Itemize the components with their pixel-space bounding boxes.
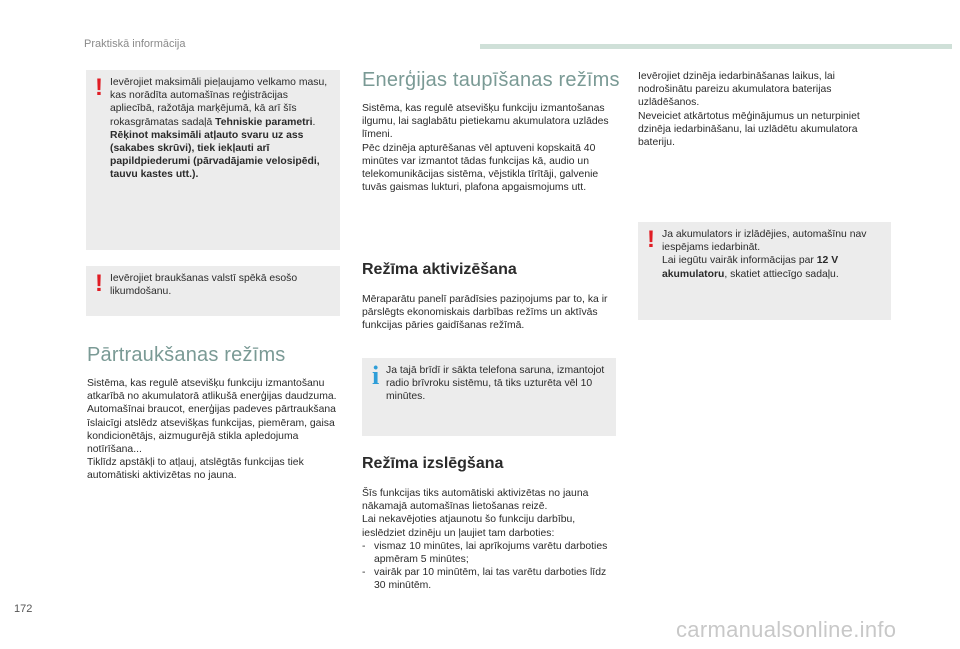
- warning-text: Ievērojiet maksimāli pieļaujamo velkamo masu, kas norādīta automašīnas reģistrācijas apliecībā, ražotāja marķējumā, kā arī šīs rokasgrāmatas sadaļā Tehniskie parametri. Rēķinot maksimāli atļauto svaru uz ass (sakabes skrūvi), tiek iekļauti arī papildpiederumi (pārvadājamie velosipēdi, tauvu kastes utt.).: [110, 77, 328, 181]
- heading-energy-saving-mode: Enerģijas taupīšanas režīms: [362, 69, 620, 91]
- warning-icon: !: [95, 74, 103, 101]
- list-item: - vismaz 10 minūtes, lai aprīkojums varētu darboties apmēram 5 minūtes;: [362, 540, 608, 566]
- energy-saving-text: Sistēma, kas regulē atsevišķu funkciju izmantošanas ilgumu, lai saglabātu pietiekamu akumulatora uzlādes līmeni. Pēc dzinēja apturēšanas vēl aptuveni kopskaitā 40 minūtes var izmantot tādas funkcijas kā, audio un telekomunikācijas sistēma, vējstikla tīrītāji, galvenie tuvās gaismas lukturi, plafona apgaismojums utt.: [362, 103, 609, 194]
- warning-text: Ja akumulators ir izlādējies, automašīnu nav iespējams iedarbināt. Lai iegūtu vairāk informācijas par 12 V akumulatoru, skatiet attiecīgo sadaļu.: [662, 229, 867, 280]
- warning-text: Ievērojiet braukšanas valstī spēkā esošo likumdošanu.: [110, 273, 298, 298]
- activation-text: Mēraparātu panelī parādīsies paziņojums par to, ka ir pārslēgts ekonomiskais darbības režīms un aktīvās funkcijas pāries gaidīšanas režīmā.: [362, 294, 608, 332]
- section-header: Praktiskā informācija: [84, 38, 186, 50]
- info-box-phone-call: [362, 358, 616, 436]
- heading-interrupt-mode: Pārtraukšanas režīms: [87, 344, 286, 366]
- warning-box-battery: [638, 222, 891, 320]
- starting-advice-text: Ievērojiet dzinēja iedarbināšanas laikus, lai nodrošinātu pareizu akumulatora baterijas uzlādēšanos. Neveiciet atkārtotus mēģinājumus un neturpiniet dzinēja iedarbināšanu, lai uzlādētu akumulatora bateriju.: [638, 71, 860, 149]
- warning-box-legislation: [86, 266, 340, 316]
- header-accent-bar: [480, 44, 952, 49]
- info-icon: i: [372, 361, 380, 390]
- heading-mode-activation: Režīma aktivizēšana: [362, 261, 517, 278]
- deactivation-text: Šīs funkcijas tiks automātiski aktivizētas no jauna nākamajā automašīnas lietošanas reizē. Lai nekavējoties atjaunotu šo funkciju darbību, ieslēdziet dzinēju un ļaujiet tam darboties: - vismaz 10 minūtes, lai aprīkojums varētu darboties apmēram 5 minūtes; - vairāk par 10 minūtēm, lai tas varētu darboties līdz 30 minūtēm.: [362, 487, 620, 593]
- list-item: - vairāk par 10 minūtēm, lai tas varētu darboties līdz 30 minūtēm.: [362, 567, 607, 592]
- warning-box-towing: [86, 70, 340, 250]
- watermark: carmanualsonline.info: [676, 617, 897, 642]
- warning-icon: !: [647, 226, 655, 253]
- interrupt-mode-text: Sistēma, kas regulē atsevišķu funkciju izmantošanu atkarībā no akumulatorā atlikušā enerģijas daudzuma. Automašīnai braucot, enerģijas padeves pārtraukšana īslaicīgi atslēdz atsevišķas funkcijas, piemēram, gaisa kondicionētājs, aizmugurējā stikla apledojuma notīrīšana... Tiklīdz apstākļi to atļauj, atslēgtās funkcijas tiek automātiski aktivizētas no jauna.: [87, 378, 337, 482]
- deactivation-list: [362, 540, 620, 593]
- info-text: Ja tajā brīdī ir sākta telefona saruna, izmantojot radio brīvroku sistēmu, tā tiks uzturēta vēl 10 minūtes.: [386, 365, 605, 403]
- warning-icon: !: [95, 270, 103, 297]
- page-number: 172: [14, 603, 33, 615]
- heading-mode-deactivation: Režīma izslēgšana: [362, 455, 504, 472]
